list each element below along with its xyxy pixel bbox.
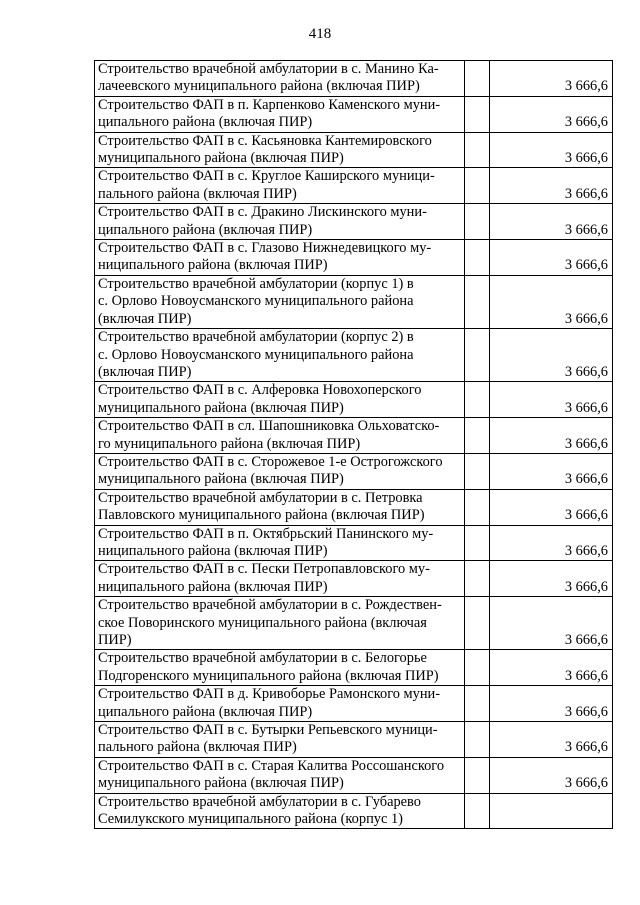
table-row	[95, 168, 613, 204]
row-description: Строительство ФАП в сл. Шапошниковка Ольховатско- го муниципального района (включая ПИР)	[98, 418, 440, 452]
table-row	[95, 61, 613, 97]
row-amount: 3 666,6	[564, 185, 608, 202]
row-description-cell	[95, 525, 465, 561]
row-description-cell	[95, 722, 465, 758]
table-row	[95, 329, 613, 382]
row-description: Строительство ФАП в с. Сторожевое 1-е Острогожского муниципального района (включая ПИР)	[98, 453, 443, 488]
page-number: 418	[308, 26, 332, 42]
row-amount: 3 666,6	[564, 114, 608, 131]
row-description: Строительство ФАП в с. Алферовка Новохоперского муниципального района (включая ПИР)	[98, 382, 422, 416]
empty-cell	[465, 757, 490, 793]
row-description: Строительство ФАП в д. Кривоборье Рамонского муни- ципального района (включая ПИР)	[98, 686, 441, 720]
row-amount: 3 666,6	[564, 78, 608, 95]
row-description: Строительство врачебной амбулатории в с. Манино Ка- лачеевского муниципального района (включая ПИР)	[98, 61, 439, 95]
table-row	[95, 561, 613, 597]
table-row	[95, 96, 613, 132]
row-amount: 3 666,6	[564, 150, 608, 167]
row-description-cell	[95, 329, 465, 382]
row-amount-cell	[490, 132, 613, 168]
row-description: Строительство ФАП в с. Дракино Лискинского муни- ципального района (включая ПИР)	[98, 204, 427, 238]
table-row	[95, 489, 613, 525]
empty-cell	[465, 650, 490, 686]
table-row	[95, 382, 613, 418]
row-description-cell	[95, 561, 465, 597]
row-amount-cell	[490, 204, 613, 240]
table-row	[95, 525, 613, 561]
row-amount: 3 666,6	[564, 257, 608, 274]
row-amount: 3 666,6	[564, 221, 608, 238]
row-description: Строительство ФАП в с. Глазово Нижнедевицкого му- ниципального района (включая ПИР)	[98, 240, 432, 274]
row-amount-cell	[490, 597, 613, 650]
row-description-cell	[95, 240, 465, 276]
row-description: Строительство врачебной амбулатории (корпус 2) в с. Орлово Новоусманского муниципального района (включая ПИР)	[98, 329, 414, 380]
row-amount-cell	[490, 650, 613, 686]
empty-cell	[465, 168, 490, 204]
empty-cell	[465, 597, 490, 650]
row-amount: 3 666,6	[564, 435, 608, 452]
row-description-cell	[95, 597, 465, 650]
row-description-cell	[95, 204, 465, 240]
budget-table-body	[95, 61, 613, 829]
table-row	[95, 240, 613, 276]
row-amount: 3 666,6	[564, 578, 608, 595]
row-description: Строительство ФАП в с. Бутырки Репьевского муници- пального района (включая ПИР)	[98, 722, 438, 756]
row-amount-cell	[490, 61, 613, 97]
empty-cell	[465, 96, 490, 132]
row-description: Строительство ФАП в с. Старая Калитва Россошанского муниципального района (включая ПИР)	[98, 757, 445, 792]
row-amount-cell	[490, 96, 613, 132]
table-row	[95, 418, 613, 454]
row-description: Строительство врачебной амбулатории в с. Петровка Павловского муниципального района (включая ПИР)	[98, 489, 425, 524]
row-description: Строительство врачебной амбулатории в с. Рождествен- ское Поворинского муниципального района (включая ПИР)	[98, 597, 442, 648]
empty-cell	[465, 453, 490, 489]
row-amount: 3 666,6	[564, 310, 608, 327]
empty-cell	[465, 132, 490, 168]
row-description-cell	[95, 132, 465, 168]
row-description-cell	[95, 418, 465, 454]
row-amount-cell	[490, 722, 613, 758]
empty-cell	[465, 525, 490, 561]
row-amount: 3 666,6	[564, 739, 608, 756]
row-amount-cell	[490, 757, 613, 793]
table-row	[95, 793, 613, 829]
row-amount: 3 666,6	[564, 471, 608, 488]
row-amount-cell	[490, 240, 613, 276]
row-description-cell	[95, 275, 465, 328]
empty-cell	[465, 561, 490, 597]
table-row	[95, 453, 613, 489]
row-description-cell	[95, 168, 465, 204]
table-row	[95, 204, 613, 240]
empty-cell	[465, 793, 490, 829]
row-amount-cell	[490, 489, 613, 525]
empty-cell	[465, 240, 490, 276]
row-description-cell	[95, 382, 465, 418]
budget-table	[94, 60, 613, 829]
row-description-cell	[95, 96, 465, 132]
empty-cell	[465, 382, 490, 418]
row-amount-cell	[490, 561, 613, 597]
row-amount: 3 666,6	[564, 363, 608, 380]
row-amount: 3 666,6	[564, 507, 608, 524]
row-amount: 3 666,6	[564, 775, 608, 792]
row-amount-cell	[490, 418, 613, 454]
table-row	[95, 757, 613, 793]
empty-cell	[465, 61, 490, 97]
empty-cell	[465, 204, 490, 240]
row-description-cell	[95, 489, 465, 525]
row-amount-cell	[490, 168, 613, 204]
row-description-cell	[95, 686, 465, 722]
table-row	[95, 132, 613, 168]
table-row	[95, 597, 613, 650]
row-description: Строительство ФАП в с. Круглое Каширского муници- пального района (включая ПИР)	[98, 168, 435, 202]
row-amount: 3 666,6	[564, 667, 608, 684]
row-amount-cell	[490, 275, 613, 328]
empty-cell	[465, 722, 490, 758]
empty-cell	[465, 329, 490, 382]
row-amount-cell	[490, 793, 613, 829]
row-amount-cell	[490, 329, 613, 382]
row-amount: 3 666,6	[564, 703, 608, 720]
row-description: Строительство ФАП в п. Карпенково Каменского муни- ципального района (включая ПИР)	[98, 96, 441, 131]
table-row	[95, 275, 613, 328]
row-amount: 3 666,6	[564, 542, 608, 559]
table-row	[95, 686, 613, 722]
row-description: Строительство ФАП в с. Касьяновка Кантемировского муниципального района (включая ПИР)	[98, 132, 432, 167]
row-amount-cell	[490, 382, 613, 418]
row-description-cell	[95, 757, 465, 793]
row-description: Строительство врачебной амбулатории в с. Губарево Семилукского муниципального района (корпус 1)	[98, 793, 421, 828]
table-row	[95, 722, 613, 758]
empty-cell	[465, 686, 490, 722]
empty-cell	[465, 418, 490, 454]
row-description-cell	[95, 61, 465, 97]
row-amount: 3 666,6	[564, 399, 608, 416]
row-description-cell	[95, 650, 465, 686]
row-amount: 3 666,6	[564, 632, 608, 648]
row-amount-cell	[490, 525, 613, 561]
row-description: Строительство врачебной амбулатории в с. Белогорье Подгоренского муниципального района (включая ПИР)	[98, 650, 439, 684]
row-description-cell	[95, 793, 465, 829]
empty-cell	[465, 489, 490, 525]
row-description: Строительство врачебной амбулатории (корпус 1) в с. Орлово Новоусманского муниципального района (включая ПИР)	[98, 275, 414, 327]
row-description: Строительство ФАП в с. Пески Петропавловского му- ниципального района (включая ПИР)	[98, 561, 430, 595]
table-row	[95, 650, 613, 686]
row-description-cell	[95, 453, 465, 489]
row-amount-cell	[490, 686, 613, 722]
row-amount-cell	[490, 453, 613, 489]
empty-cell	[465, 275, 490, 328]
row-description: Строительство ФАП в п. Октябрьский Панинского му- ниципального района (включая ПИР)	[98, 525, 434, 559]
